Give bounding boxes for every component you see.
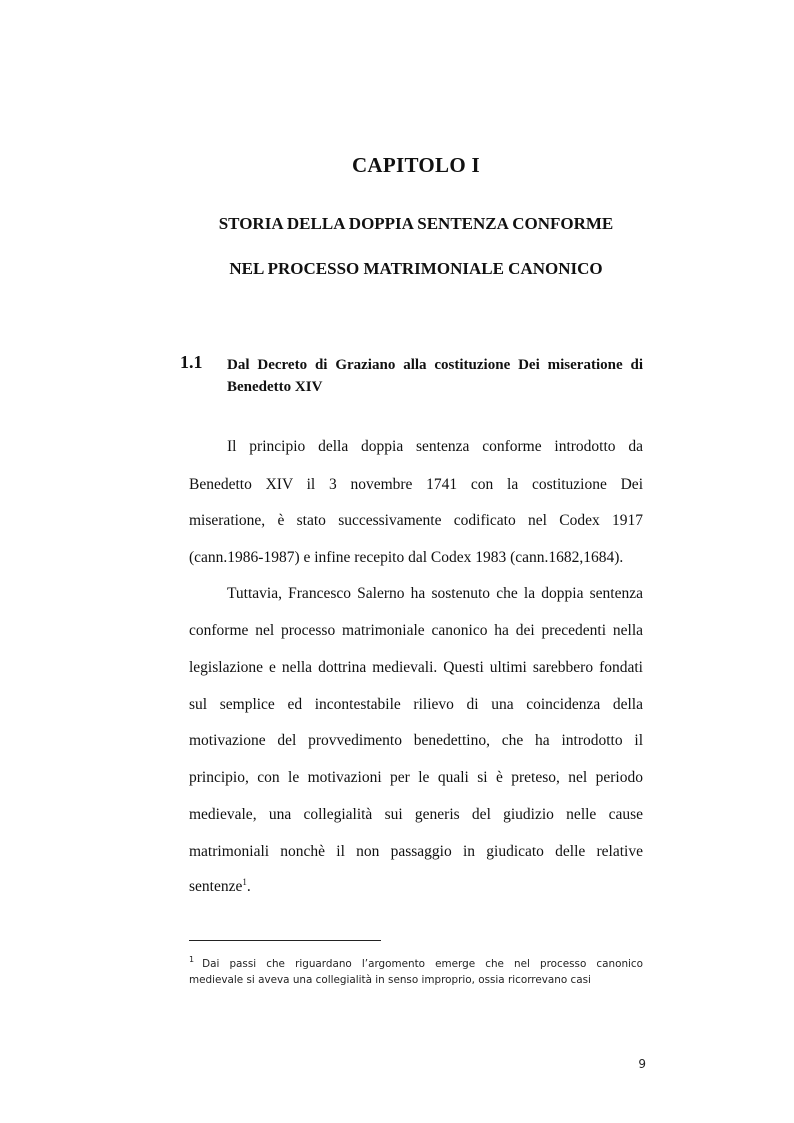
paragraph-1-line-3: miseratione, è stato successivamente codificato nel Codex 1917 bbox=[189, 512, 643, 529]
paragraph-2-line-3: legislazione e nella dottrina medievali. Questi ultimi sarebbero fondati bbox=[189, 659, 643, 676]
page-number: 9 bbox=[638, 1057, 646, 1071]
chapter-label: CAPITOLO I bbox=[351, 153, 481, 177]
paragraph-1-line-2: Benedetto XIV il 3 novembre 1741 con la costituzione Dei bbox=[189, 476, 643, 493]
footnote-separator bbox=[189, 940, 381, 941]
section-title-line-1: Dal Decreto di Graziano alla costituzione Dei miseratione di bbox=[227, 357, 643, 373]
footnote-line-1 bbox=[189, 955, 643, 970]
paragraph-2-line-5: motivazione del provvedimento benedettino, che ha introdotto il bbox=[189, 732, 643, 749]
footnote-marker: 1 bbox=[189, 955, 195, 964]
paragraph-1-line-1: Il principio della doppia sentenza conforme introdotto da bbox=[227, 438, 643, 455]
period: . bbox=[246, 878, 251, 895]
paragraph-2-line-2: conforme nel processo matrimoniale canonico ha dei precedenti nella bbox=[189, 622, 643, 639]
paragraph-2-line-6: principio, con le motivazioni per le quali si è preteso, nel periodo bbox=[189, 769, 643, 786]
footnote-text-1: Dai passi che riguardano l’argomento emerge che nel processo canonico bbox=[202, 958, 643, 970]
section-number: 1.1 bbox=[180, 352, 203, 372]
section-title-line-2: Benedetto XIV bbox=[227, 379, 323, 395]
paragraph-1-line-4: (cann.1986-1987) e infine recepito dal Codex 1983 (cann.1682,1684). bbox=[189, 549, 624, 566]
paragraph-2-line-8: matrimoniali nonchè il non passaggio in giudicato delle relative bbox=[189, 843, 643, 860]
footnote-line-2: medievale si aveva una collegialità in senso improprio, ossia ricorrevano casi bbox=[189, 974, 591, 986]
last-line-text: sentenze bbox=[189, 878, 243, 895]
paragraph-2-line-9 bbox=[189, 878, 643, 896]
footnote-reference[interactable]: 1 bbox=[242, 877, 247, 887]
section-title bbox=[227, 354, 643, 398]
chapter-title-line-1: STORIA DELLA DOPPIA SENTENZA CONFORME bbox=[218, 214, 614, 233]
chapter-title-line-2: NEL PROCESSO MATRIMONIALE CANONICO bbox=[229, 259, 603, 278]
paragraph-2-line-4: sul semplice ed incontestabile rilievo di una coincidenza della bbox=[189, 696, 643, 713]
paragraph-2-line-1: Tuttavia, Francesco Salerno ha sostenuto che la doppia sentenza bbox=[227, 585, 643, 602]
paragraph-2-line-7: medievale, una collegialità sui generis del giudizio nelle cause bbox=[189, 806, 643, 823]
